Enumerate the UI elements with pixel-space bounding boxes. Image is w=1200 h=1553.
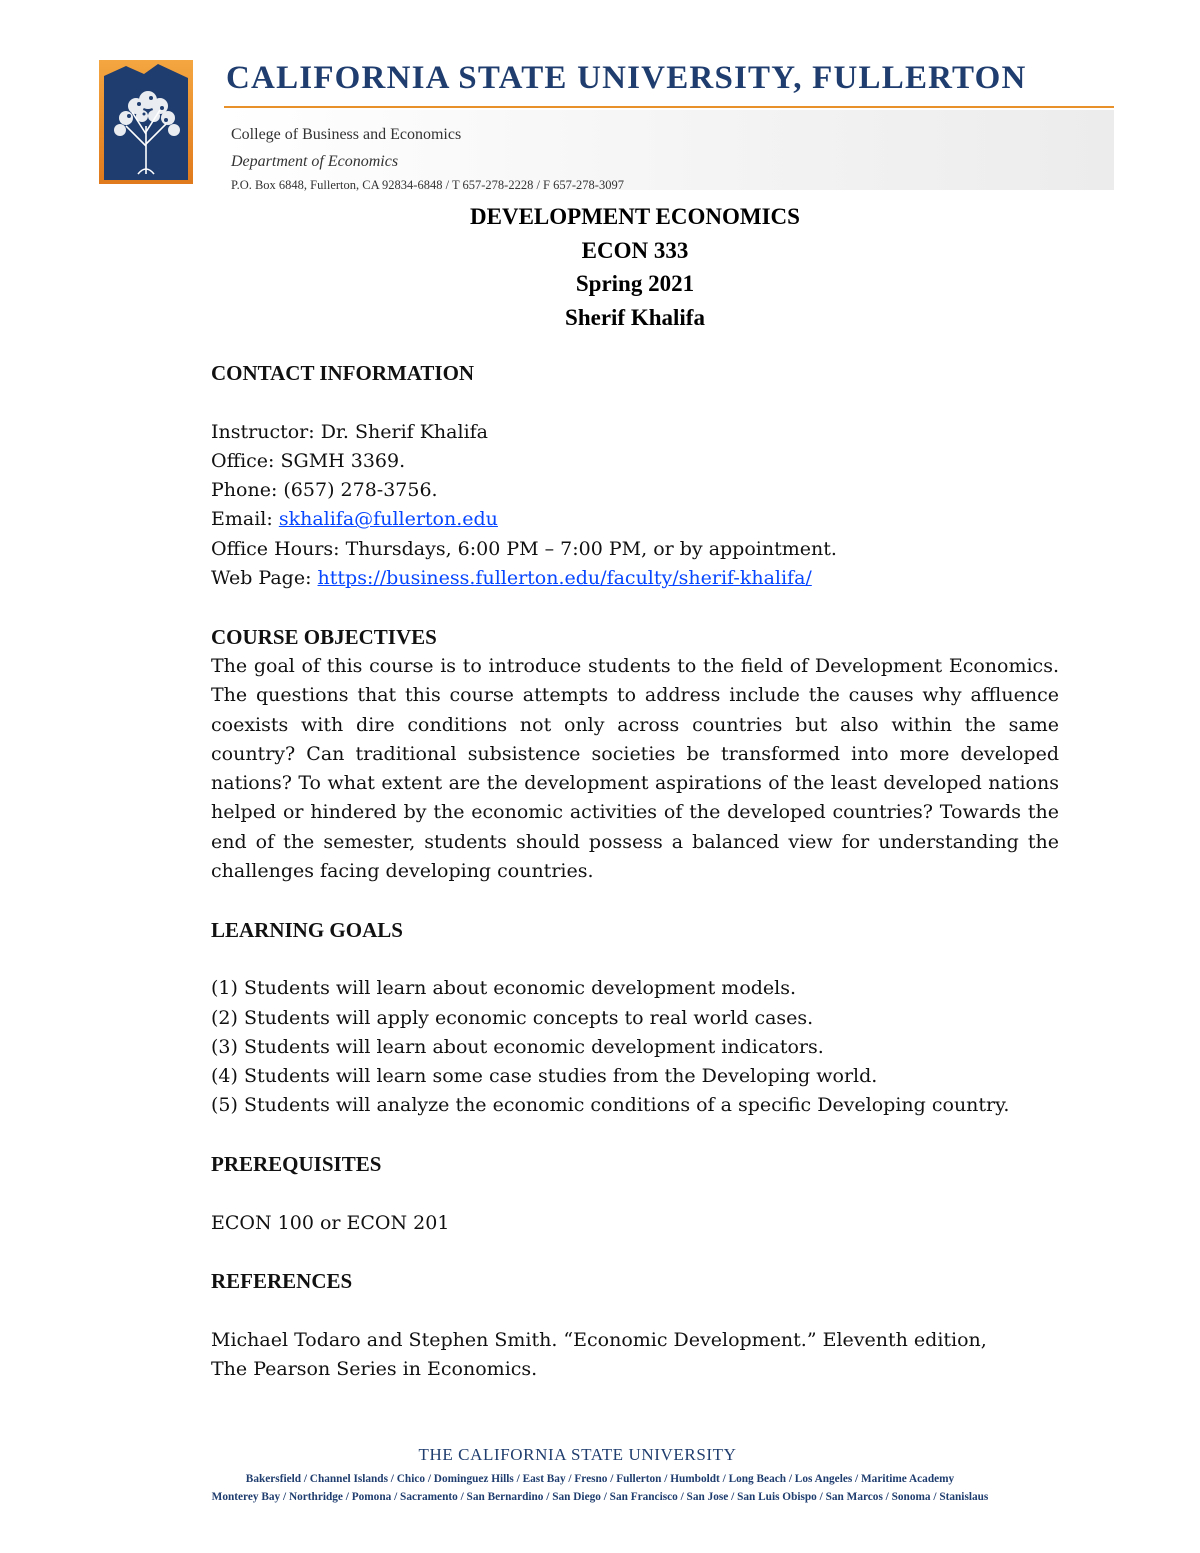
prerequisites-heading: PREREQUISITES [211, 1152, 382, 1177]
learning-goal-item: (5) Students will analyze the economic conditions of a specific Developing country. [211, 1094, 1010, 1117]
instructor-label: Instructor: [211, 420, 315, 443]
footer-system-name: THE CALIFORNIA STATE UNIVERSITY [418, 1445, 737, 1464]
learning-goal-item: (3) Students will learn about economic development indicators. [211, 1035, 824, 1058]
reference-line-1: Michael Todaro and Stephen Smith. “Economic Development.” Eleventh edition, [211, 1328, 987, 1351]
references-heading: REFERENCES [211, 1269, 353, 1294]
phone-line [211, 476, 1059, 505]
course-title: DEVELOPMENT ECONOMICS [470, 204, 800, 229]
office-line [211, 447, 1059, 476]
learning-goal-item: (1) Students will learn about economic development models. [211, 977, 797, 1000]
contact-heading: CONTACT INFORMATION [211, 361, 475, 385]
email-link[interactable]: skhalifa@fullerton.edu [278, 508, 498, 531]
department-address: P.O. Box 6848, Fullerton, CA 92834-6848 / T 657-278-2228 / F 657-278-3097 [231, 178, 624, 192]
web-page-line [211, 564, 1059, 593]
letterhead [96, 52, 1116, 192]
office-hours-label: Office Hours: [211, 537, 340, 560]
college-name: College of Business and Economics [231, 126, 462, 143]
office-hours-value: Thursdays, 6:00 PM – 7:00 PM, or by appointment. [345, 537, 837, 560]
learning-goal-item: (2) Students will apply economic concepts to real world cases. [211, 1006, 814, 1029]
footer-campuses-line-1: Bakersfield / Channel Islands / Chico / Dominguez Hills / East Bay / Fresno / Fullerton / Humboldt / Long Beach / Los Angeles / Maritime Academy [245, 1473, 955, 1485]
instructor-line [211, 418, 1059, 447]
footer-campuses-line-2: Monterey Bay / Northridge / Pomona / Sacramento / San Bernardino / San Diego / San Francisco / San Jose / San Luis Obispo / San Marcos / Sonoma / Stanislaus [211, 1491, 989, 1503]
email-label: Email: [211, 508, 273, 531]
email-line [211, 505, 1059, 534]
department-name: Department of Economics [231, 153, 399, 170]
learning-goals-heading: LEARNING GOALS [211, 917, 403, 942]
letterhead-divider [224, 106, 1114, 108]
instructor-value: Dr. Sherif Khalifa [320, 420, 489, 443]
course-title-block [0, 200, 1200, 334]
prerequisites-text: ECON 100 or ECON 201 [211, 1211, 450, 1234]
office-value: SGMH 3369. [280, 449, 406, 472]
course-code: ECON 333 [581, 237, 689, 263]
page-footer [0, 1440, 1200, 1506]
web-page-link[interactable]: https://business.fullerton.edu/faculty/sherif-khalifa/ [317, 567, 812, 590]
objectives-heading: COURSE OBJECTIVES [211, 624, 437, 649]
phone-label: Phone: [211, 479, 278, 502]
phone-value: (657) 278-3756. [283, 479, 438, 502]
objectives-paragraph: The goal of this course is to introduce students to the field of Development Economics. The questions that this course attempts to address include the causes why affluence coexists with dire conditions not only across countries but also within the same country? Can traditional subsistence societies be transformed into more developed nations? To what extent are the development aspirations of the least developed nations helped or hindered by the economic activities of the developed countries? Towards the end of the semester, students should possess a balanced view for understanding the challenges facing developing countries. [211, 654, 1059, 883]
course-instructor: Sherif Khalifa [565, 304, 705, 330]
office-hours-line [211, 535, 1059, 564]
course-term: Spring 2021 [575, 271, 695, 296]
office-label: Office: [211, 449, 275, 472]
csuf-tree-seal-icon [96, 56, 196, 188]
web-page-label: Web Page: [211, 567, 312, 590]
syllabus-body [211, 359, 1059, 1384]
university-name: CALIFORNIA STATE UNIVERSITY, FULLERTON [226, 60, 1027, 96]
learning-goal-item: (4) Students will learn some case studies from the Developing world. [211, 1065, 878, 1088]
reference-line-2: The Pearson Series in Economics. [211, 1358, 538, 1381]
